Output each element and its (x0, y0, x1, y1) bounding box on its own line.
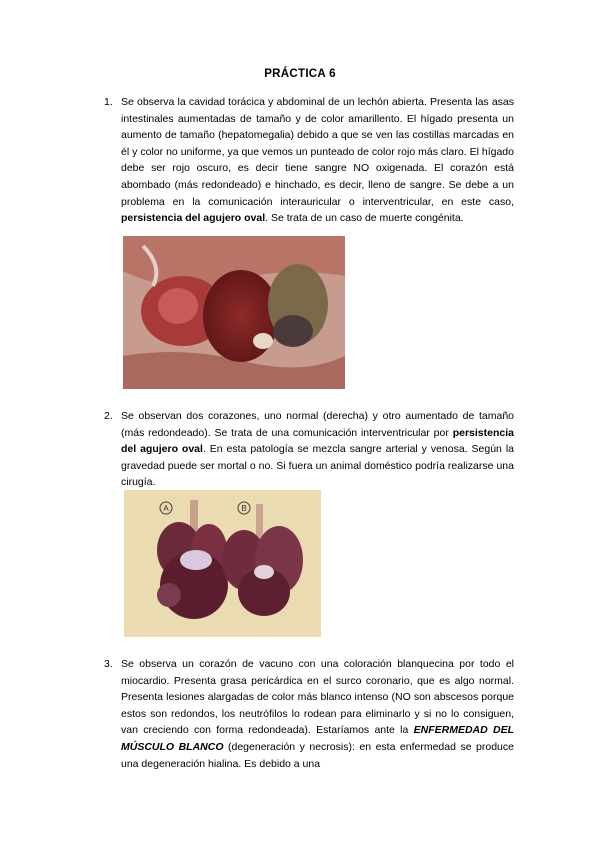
photo-thoracic-cavity (123, 236, 345, 389)
item-number: 2. (104, 410, 113, 422)
text-run: . Se trata de un caso de muerte congénita. (265, 212, 464, 225)
text-run: . En esta patología se mezcla sangre arterial y venosa. Según la gravedad puede ser mortal o no. Si fuera un animal doméstico podría realizarse una cirugía. (121, 443, 514, 489)
thoracic-cavity-image (123, 236, 345, 389)
text-run: (degeneración y necrosis): en esta enfermedad se produce una degeneración hialina. Es debido a una (121, 740, 514, 770)
bold-term: persistencia del agujero oval (121, 212, 266, 225)
two-hearts-image (124, 490, 321, 637)
item-paragraph (121, 94, 514, 227)
item-paragraph (121, 408, 514, 491)
item-paragraph (121, 656, 514, 772)
text-run: Se observa la cavidad torácica y abdominal de un lechón abierta. Presenta las asas intestinales aumentadas de tamaño y de color amarillento. El hígado presenta un aumento de tamaño (hepatomegalia) debido a que se ven las costillas marcadas en él y color no uniforme, ya que vemos un punteado de color rojo más claro. El hígado debe ser rojo oscuro, es decir tiene sangre NO oxigenada. El corazón está abombado (más redondeado) e hinchado, es decir, lleno de sangre. Se debe a un problema en la comunicación interauricular o interventricular, en este caso, (121, 96, 514, 208)
emphasized-term: ENFERMEDAD DEL MÚSCULO BLANCO (121, 724, 514, 753)
specimen-label-a: A (163, 504, 169, 513)
text-run: Se observan dos corazones, uno normal (derecha) y otro aumentado de tamaño (más redondeado). Se trata de una comunicación interventricular por (121, 410, 514, 439)
item-number: 3. (104, 658, 113, 670)
text-run: Se observa un corazón de vacuno con una coloración blanquecina por todo el miocardio. Presenta grasa pericárdica en el surco coronario, que es algo normal. Presenta lesiones alargadas de color más blanco intenso (NO son abscesos porque estos son redondos, los neutrófilos lo rodean para eliminarlo y si no lo consiguen, van creciendo con forma redondeada). Estaríamos ante la (121, 658, 514, 737)
specimen-label-b: B (241, 504, 247, 513)
page-title: PRÁCTICA 6 (264, 68, 336, 80)
item-number: 1. (104, 96, 113, 108)
bold-term: persistencia del agujero oval (121, 426, 514, 456)
photo-two-hearts (124, 490, 321, 637)
